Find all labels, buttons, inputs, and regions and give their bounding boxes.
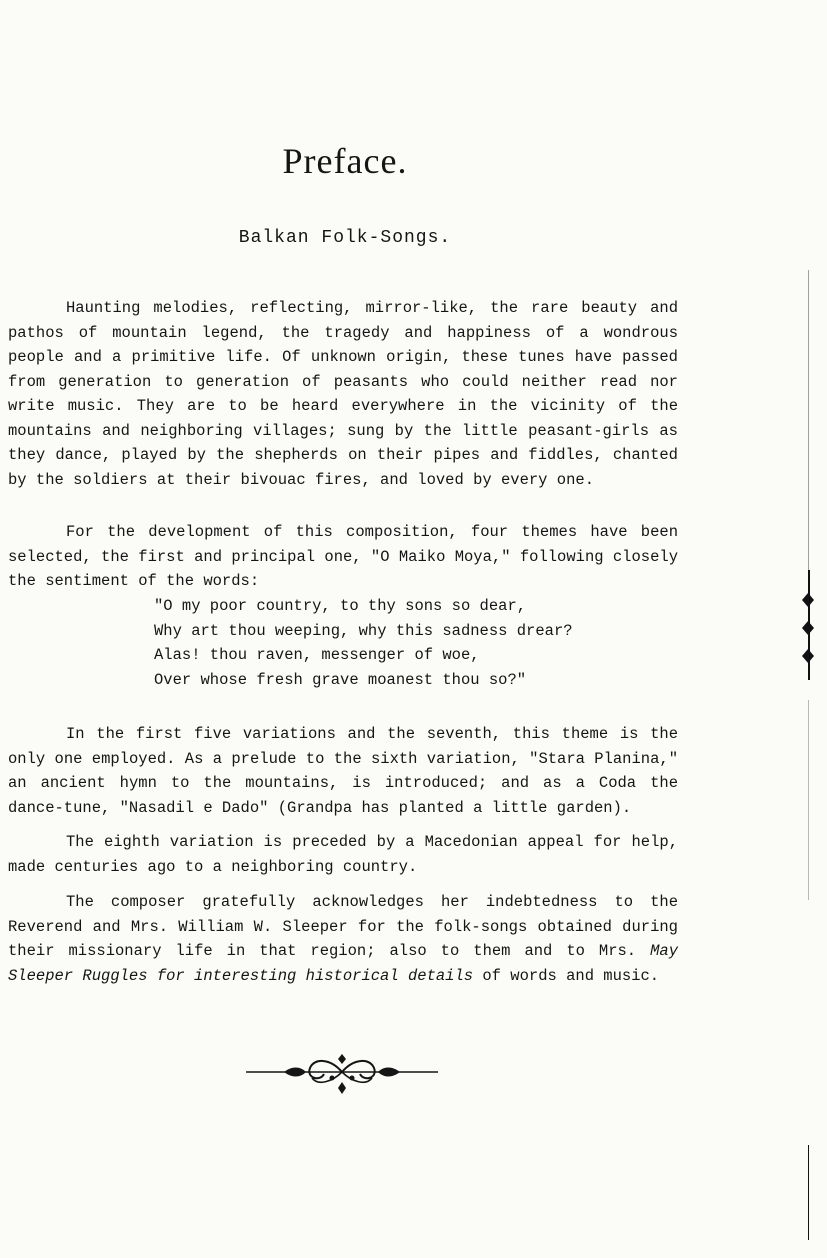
acknowledgment-end-text: of words and music. <box>473 966 660 985</box>
paragraph-eighth-variation: The eighth variation is preceded by a Macedonian appeal for help, made centuries ago to a neighboring country. <box>8 833 678 876</box>
acknowledgment-text: The composer gratefully acknowledges her indebtedness to the Reverend and Mrs. William W. Sleeper for the folk-songs obtained during their missionary life in that region; also to them and to Mrs. <box>8 893 678 960</box>
acknowledgment-italic-text: May Sleeper Ruggles for interesting historical details <box>8 942 678 985</box>
paragraph-acknowledgment <box>8 890 678 988</box>
margin-rule <box>808 1145 809 1240</box>
verse-line: Why art thou weeping, why this sadness drear? <box>154 621 573 640</box>
margin-diamond-icon <box>800 592 816 608</box>
verse-line: Alas! thou raven, messenger of woe, <box>154 646 480 664</box>
verse-block <box>154 594 674 692</box>
decorative-vine-ornament-icon <box>244 1048 440 1100</box>
verse-line: Over whose fresh grave moanest thou so?" <box>154 670 527 689</box>
paragraph-intro: Haunting melodies, reflecting, mirror-like, the rare beauty and pathos of mountain legend, the tragedy and happiness of a wondrous people and a primitive life. Of unknown origin, these tunes have passed from generation to generation of peasants who could neither read nor write music. They are to be heard everywhere in the vicinity of the mountains and neighboring villages; sung by the little peasant-girls as they dance, played by the shepherds on their pipes and fiddles, chanted by the soldiers at their bivouac fires, and loved by every one. <box>8 299 678 489</box>
page-subtitle: Balkan Folk-Songs. <box>238 228 452 248</box>
page-title: Preface. <box>282 141 408 181</box>
margin-diamond-icon <box>800 648 816 664</box>
verse-line: "O my poor country, to thy sons so dear, <box>154 597 527 615</box>
margin-rule <box>808 270 809 570</box>
paragraph-variations: In the first five variations and the seventh, this theme is the only one employed. As a prelude to the sixth variation, "Stara Planina," an ancient hymn to the mountains, is introduced; and as a Coda the dance-tune, "Nasadil e Dado" (Grandpa has planted a little garden). <box>8 725 678 817</box>
margin-diamond-icon <box>800 620 816 636</box>
margin-rule <box>808 700 809 900</box>
paragraph-themes: For the development of this composition, four themes have been selected, the first and principal one, "O Maiko Moya," following closely the sentiment of the words: <box>8 523 678 590</box>
